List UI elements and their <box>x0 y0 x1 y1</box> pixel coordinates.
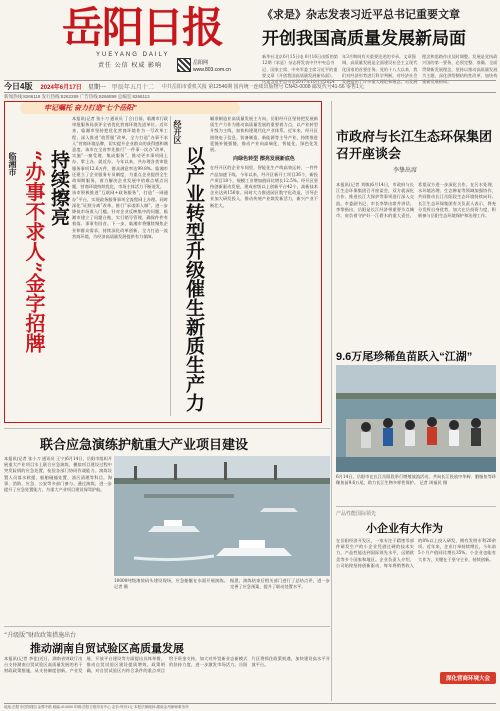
dateline <box>4 80 496 93</box>
fish-release-photo[interactable] <box>336 365 496 472</box>
column-divider <box>331 101 332 701</box>
feature-title-line1: 持续擦亮 <box>48 150 70 226</box>
economic-section-title: 向绿色转型 擦亮发展新底色 <box>233 156 295 163</box>
section-divider <box>4 428 330 429</box>
fish-caption: 6月14日，岳阳市在长江岳阳段举行增殖放流活动，共向长江投放中华鲟、胭脂鱼等珍稀鱼苗9.6万尾，助力长江生物多样性保护。 记者 周福民 摄 <box>336 474 496 486</box>
feature-column-label: 临湘市 <box>8 152 18 176</box>
masthead-logo: 岳阳日报 <box>62 3 223 52</box>
feature-body-p1: 本报讯(记者 张小刀 通讯员 丁合)日前，临湘市行政审批服务局获评全省优化营商环境先进单位。近年来，临湘市坚持把优化营商环境作为一号改革工程，深入推进“放管服”改革，全力打造“办事不求人”营商环境品牌，切实提升企业群众的获得感和满意度。该市在全省率先推行“一件事一次办”改革，实施“一窗受理、集成服务”，推动更多事项网上办、掌上办、就近办。今年以来，共办理各类审批服务事项12.6万件，群众满意率达99.8%。临湘市还建立了企业服务专员制度，为重点企业提供全生命周期服务，着力解决企业发展中的难点堵点问题，营商环境持续优化，市场主体活力不断迸发。 <box>72 116 168 190</box>
roundtable-author: 李挚出席 <box>393 167 418 174</box>
feature-body <box>72 116 168 416</box>
lead-body: 新华社北京6月15日电 6月16日出版的第12期《求是》杂志将发表中共中央总书记、国家主席、中央军委主席习近平的重要文章《开创我国高质量发展新局面》。这是习近平总书记2017年10月至2024年3月期间有关重要论述的节录。文章强调，高质量发展是全面建设社会主义现代化国家的首要任务。党的十八大以来，我们对经济形势进行科学判断，对经济社会发展提出了许多重大理论和理念，对发展理念和思路作出及时调整。发展是党执政兴国的第一要务，必须完整、准确、全面贯彻新发展理念，坚持以推动高质量发展为主题，深化供给侧结构性改革，加快构建新发展格局。 <box>262 54 498 85</box>
small-biz-tag: 产品性能国际领先 <box>336 511 377 517</box>
roundtable-title[interactable]: 市政府与长江生态环保集团召开座谈会 <box>336 129 493 161</box>
site-url: www.803.com.cn <box>193 67 231 73</box>
issue-numbers: 中共岳阳市委机关报 第12546期 国内统一连续出版物号 CN43-0008 邮发代号41-56 零售1元 <box>161 84 364 90</box>
drill-body: 本报讯(记者 张小刀 通讯员 王宁)6月14日，岳阳市组织开展重大产业项目水上联合应急演练，模拟项目建设过程中突发险情的应急处置，检验各部门协同作战能力。演练设置人员落水救援、船舶碰撞处置、油污清理等科目，海事、消防、应急、公安等多部门参与。通过演练，进一步提升了应急处置能力，为重大产业项目建设保驾护航。 <box>4 456 112 493</box>
drill-title[interactable]: 联合应急演练护航重大产业项目建设 <box>40 437 249 452</box>
divider <box>170 116 171 416</box>
lead-title[interactable]: 开创我国高质量发展新局面 <box>262 29 466 48</box>
site-name: 岳阳网 <box>193 60 209 66</box>
economic-column-label: 经开区 <box>173 120 183 144</box>
small-biz-banner[interactable]: 深化营商环境大会 <box>440 672 496 684</box>
qr-code-icon[interactable] <box>177 58 191 72</box>
feature-title-line2: “办事不求人”金字招牌 <box>22 150 46 354</box>
roundtable-body: 本报讯(记者 刘敏)6月14日，市政府与长江生态环保集团召开座谈会，双方就深化合作、推进长江大保护等事项进行深入交流。市委副书记、市长李挚出席并讲话。李挚指出，岳阳是长江经济带重要节点城市，肩负着守护好一江碧水的重大责任。希望双方进一步深化合作，在污水处理、水环境治理、生态修复等领域加强协作，共同推动长江岳阳段生态环境持续向好。长江生态环保集团有关负责人表示，将充分发挥自身优势，加大在岳投资力度，积极参与岳阳生态环境保护和治理工作。 <box>336 182 496 219</box>
section-divider-2 <box>4 626 330 627</box>
feature-banner: 牢记嘱托 奋力打造"七个岳阳" <box>44 105 137 112</box>
policy-body: 本报讯(记者 李佳)近日，湖南省财政厅出台支持湖南自贸试验区高质量发展的若干财政政策措施，从支持制度创新、产业发展、开放平台建设等方面提出具体举措，推动自贸试验区建设提质增效。政策明确，对自贸试验区内符合条件的重点项目给予资金支持，加大对外贸新业态新模式的扶持力度，进一步激发市场活力。岳阳片区将抓住政策机遇，加快建设高水平开放平台。 <box>4 656 330 674</box>
masthead-pinyin: YUEYANG DAILY <box>96 52 170 58</box>
drill-caption: 10000吨级滚装码头建设现场，应急船艇在水面开展演练。 记者 摄 <box>114 578 228 590</box>
policy-title[interactable]: 推动湖南自贸试验区高质量发展 <box>30 643 184 655</box>
section-divider-3 <box>336 506 496 507</box>
drill-photo[interactable] <box>114 456 330 576</box>
footer: 地址:岳阳市岳阳楼区金鹗中路 邮编:414000 印刷:岳阳日报印务中心 定价:每份1元 本报法律顾问:湖南金州律师事务所 <box>4 703 496 710</box>
lunar-date: 甲辰年五月十二 <box>111 85 154 91</box>
small-biz-title[interactable]: 小企业有大作为 <box>366 523 443 535</box>
small-biz-body: 在岳阳经济开发区，一家专注于精密零部件研发生产的小企业凭借过硬的技术实力，产品性能达到国际领先水平，远销欧美等多个国家和地区。企业负责人介绍，公司始终坚持创新驱动，每年将销售收入的8%以上投入研发，拥有发明专利20余项。近年来，企业订单持续增长，今年前5个月产值同比增长35%。小企业也能有大作为，关键在于坚守主业、持续创新。 <box>336 538 496 568</box>
lead-subtitle: 《求是》杂志发表习近平总书记重要文章 <box>262 8 460 21</box>
issue-date: 2024年6月17日 <box>40 85 82 91</box>
masthead-site[interactable] <box>193 60 231 74</box>
economic-body <box>210 116 318 416</box>
policy-tag: “升级版”财政政策措施出台 <box>4 632 77 639</box>
drill-caption-extra: 据悉，演练结束后相关部门进行了总结点评，进一步完善了应急预案，提升了联动处置水平。 <box>230 578 330 590</box>
fish-title[interactable]: 9.6万尾珍稀鱼苗跃入“江湖” <box>336 351 473 363</box>
feature-title[interactable] <box>22 150 70 353</box>
economic-title[interactable]: 以产业转型升级催生新质生产力 <box>183 146 205 412</box>
issue-weekday: 星期一 <box>87 85 106 91</box>
economic-body-p2: 在经开区的企业车间里，智能化生产线高效运转，一件件产品加速下线。今年以来，经开区新开工项目36个，新投产项目18个，规模工业增加值同比增长12.5%。经开区坚持创新驱动发展，建成省级以上创新平台42个，高新技术企业达到156家。同时大力推进园区数字化改造，引导企业加大研发投入，推动传统产业焕发新活力，新兴产业不断壮大。 <box>210 165 318 208</box>
masthead-slogan: 责任 公信 权威 影响 <box>98 63 163 69</box>
economic-body-p1: 瞄准制造业高质量发展主方向，岳阳经开区坚持把发展新质生产力作为推动高质量发展的重要着力点，以产业转型升级为主线，加快构建现代化产业体系。近年来，经开区围绕电子信息、装备制造、新能源等主导产业，持续推进延链补链强链，推动产业向高端化、智能化、绿色化发展。 <box>210 116 318 153</box>
edition-count: 今日4版 <box>4 82 33 91</box>
contact-line: 新闻热线:8266118 发行热线:8262289 广告热线:8266899 总编室:8266113 <box>4 94 150 99</box>
feature-body-p2: 该市积极推进“互联网+政务服务”，打造“一网通办”平台，实现政务服务事项全流程网上办理。同时深化“证照分离”改革，推行“承诺即入制”，进一步降低市场准入门槛。针对企业反映集中的问题，临湘市建立了问题台账，实行销号管理，确保件件有着落、事事有回音。下一步，临湘市将继续聚焦企业和群众需求，持续深化改革创新，全力打造一流营商环境，为经济高质量发展提供有力保障。 <box>72 190 168 239</box>
